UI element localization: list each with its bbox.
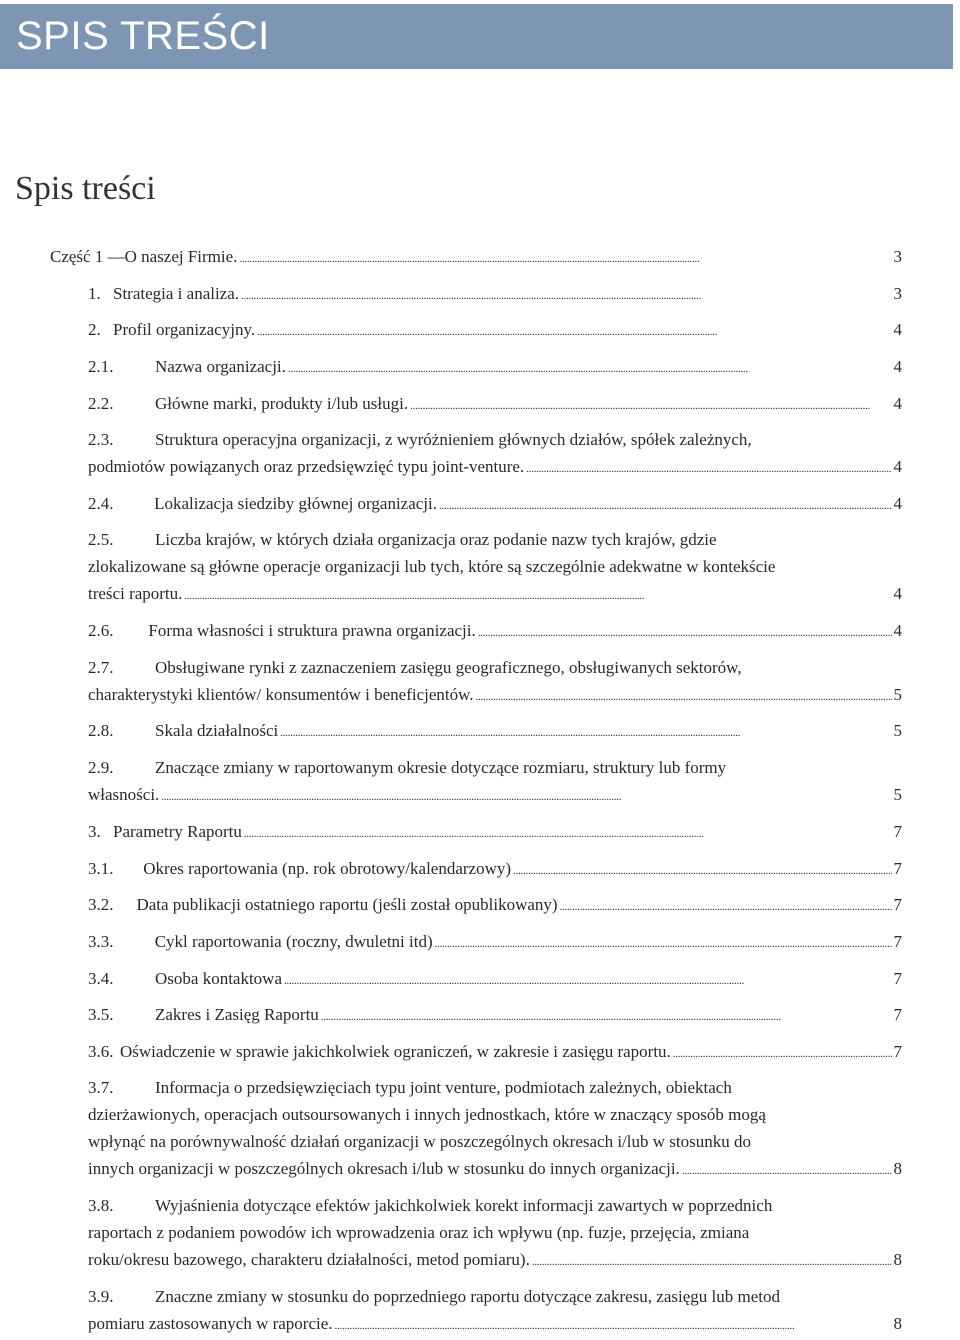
toc-number: 2.5. — [88, 530, 114, 549]
toc-entry[interactable] — [88, 1074, 902, 1185]
toc-page-number: 4 — [893, 457, 902, 476]
banner-title: SPIS TREŚCI — [16, 14, 270, 58]
toc-page-number: 4 — [893, 584, 902, 603]
toc-page-number: 7 — [893, 895, 902, 914]
dot-leader — [241, 280, 891, 310]
toc-page-number: 3 — [893, 247, 902, 266]
dot-leader — [513, 855, 891, 885]
dot-leader — [673, 1038, 892, 1068]
dot-leader — [526, 453, 891, 483]
toc-title-text: podmiotów powiązanych oraz przedsięwzięć typu joint-venture. — [88, 457, 525, 476]
toc-entry[interactable] — [88, 654, 902, 711]
toc-last-line — [88, 280, 902, 310]
toc-number: 3.1. — [88, 859, 114, 878]
toc-last-line — [88, 353, 902, 383]
toc-title-line — [88, 526, 902, 553]
toc-title-line — [88, 654, 902, 681]
toc-entry[interactable] — [88, 490, 902, 520]
toc-entry[interactable] — [88, 717, 902, 747]
toc-entry[interactable] — [88, 426, 902, 483]
toc-entry[interactable] — [88, 965, 902, 995]
toc-title-text: Znaczące zmiany w raportowanym okresie dotyczące rozmiaru, struktury lub formy — [155, 758, 727, 777]
toc-number: 2.2. — [88, 394, 114, 413]
toc-title-text: Wyjaśnienia dotyczące efektów jakichkolwiek korekt informacji zawartych w poprzednich — [155, 1196, 773, 1215]
toc-last-line — [88, 965, 902, 995]
toc-number: 2.9. — [88, 758, 114, 777]
toc-page-number: 7 — [893, 969, 902, 988]
toc-page-number: 7 — [893, 859, 902, 878]
toc-title-text: Nazwa organizacji. — [155, 357, 286, 376]
toc-title-text: Główne marki, produkty i/lub usługi. — [155, 394, 409, 413]
toc-page-number: 5 — [893, 721, 902, 740]
toc-entry[interactable] — [88, 1192, 902, 1276]
dot-leader — [435, 928, 892, 958]
toc-title-text: Okres raportowania (np. rok obrotowy/kalendarzowy) — [143, 859, 512, 878]
toc-page-number: 5 — [893, 685, 902, 704]
toc-last-line — [50, 243, 902, 273]
toc-page-number: 7 — [893, 1005, 902, 1024]
toc-number: 1. — [88, 284, 101, 303]
toc-last-line — [88, 453, 902, 483]
toc-title-text: Cykl raportowania (roczny, dwuletni itd) — [154, 932, 433, 951]
toc-title-text: pomiaru zastosowanych w raporcie. — [88, 1314, 333, 1333]
toc-entry[interactable] — [88, 855, 902, 885]
toc-page-number: 4 — [893, 320, 902, 339]
dot-leader — [280, 717, 891, 747]
toc-entry[interactable] — [88, 818, 902, 848]
toc-title-text: Zakres i Zasięg Raportu — [155, 1005, 319, 1024]
toc-title-text: Data publikacji ostatniego raportu (jeśli został opublikowany) — [136, 895, 558, 914]
toc-number: 2.3. — [88, 430, 114, 449]
toc-last-line — [88, 316, 902, 346]
toc-number: 3.7. — [88, 1078, 114, 1097]
toc-entry[interactable] — [88, 928, 902, 958]
toc-page-number: 7 — [893, 932, 902, 951]
toc-title-line — [88, 553, 902, 580]
dot-leader — [284, 965, 891, 995]
toc-last-line — [88, 490, 902, 520]
toc-last-line — [88, 1038, 902, 1068]
dot-leader — [476, 681, 892, 711]
dot-leader — [161, 781, 891, 811]
toc-title-text: charakterystyki klientów/ konsumentów i beneficjentów. — [88, 685, 474, 704]
toc-title-line — [88, 754, 902, 781]
toc-title-text: Skala działalności — [155, 721, 279, 740]
dot-leader — [560, 891, 892, 921]
toc-last-line — [88, 617, 902, 647]
toc-title-line — [88, 1219, 902, 1246]
toc-last-line — [88, 717, 902, 747]
toc-last-line — [88, 781, 902, 811]
toc-title-text: Lokalizacja siedziby głównej organizacji. — [154, 494, 438, 513]
dot-leader — [321, 1001, 892, 1031]
toc-number: 3.8. — [88, 1196, 114, 1215]
toc-number: 2. — [88, 320, 101, 339]
toc-last-line — [88, 855, 902, 885]
toc-number: 3. — [88, 822, 101, 841]
toc-title-text: Informacja o przedsięwzięciach typu joint venture, podmiotach zależnych, obiektach — [155, 1078, 732, 1097]
toc-page-number: 7 — [893, 1042, 902, 1061]
toc-last-line — [88, 580, 902, 610]
toc-last-line — [88, 681, 902, 711]
toc-number: 3.2. — [88, 895, 114, 914]
toc-entry[interactable] — [50, 243, 902, 273]
toc-number: 2.8. — [88, 721, 114, 740]
toc-title-text: Struktura operacyjna organizacji, z wyróżnieniem głównych działów, spółek zależnych, — [155, 430, 752, 449]
page-heading: Spis treści — [15, 170, 156, 207]
toc-title-text: treści raportu. — [88, 584, 183, 603]
toc-number: 3.9. — [88, 1287, 114, 1306]
toc-title-text: raportach z podaniem powodów ich wprowadzenia oraz ich wpływu (np. fuzje, przejęcia, zmiana — [88, 1223, 750, 1242]
toc-title-text: Profil organizacyjny. — [113, 320, 256, 339]
toc-entry[interactable] — [88, 353, 902, 383]
toc-number: Część 1 — — [50, 247, 125, 266]
toc-title-text: zlokalizowane są główne operacje organizacji lub tych, które są szczególnie adekwatne w kontekście — [88, 557, 776, 576]
dot-leader — [239, 243, 891, 273]
dot-leader — [288, 353, 892, 383]
dot-leader — [410, 390, 891, 420]
toc-entry[interactable] — [88, 316, 902, 346]
toc-last-line — [88, 818, 902, 848]
toc-last-line — [88, 928, 902, 958]
dot-leader — [439, 490, 891, 520]
toc-number: 2.1. — [88, 357, 114, 376]
toc-title-text: dzierżawionych, operacjach outsoursowanych i innych jednostkach, które w znaczący sposób mogą — [88, 1105, 766, 1124]
toc-title-text: Parametry Raportu — [113, 822, 242, 841]
title-banner — [0, 4, 953, 69]
toc-title-line — [88, 1192, 902, 1219]
toc-title-text: Znaczne zmiany w stosunku do poprzedniego raportu dotyczące zakresu, zasięgu lub metod — [155, 1287, 780, 1306]
toc-page-number: 8 — [893, 1250, 902, 1269]
dot-leader — [682, 1155, 892, 1185]
toc-title-line — [88, 1074, 902, 1101]
dot-leader — [244, 818, 892, 848]
toc-last-line — [88, 1001, 902, 1031]
toc-title-text: Osoba kontaktowa — [155, 969, 283, 988]
toc-entry[interactable] — [88, 526, 902, 610]
toc-entry[interactable] — [88, 754, 902, 811]
toc-entry[interactable] — [88, 1283, 902, 1340]
toc-last-line — [88, 891, 902, 921]
toc-number: 2.7. — [88, 658, 114, 677]
toc-page-number: 8 — [893, 1159, 902, 1178]
toc-number: 3.6. — [88, 1042, 114, 1061]
toc-title-text: Forma własności i struktura prawna organizacji. — [148, 621, 476, 640]
dot-leader — [532, 1246, 892, 1276]
toc-page-number: 4 — [893, 394, 902, 413]
toc-title-text: Liczba krajów, w których działa organizacja oraz podanie nazw tych krajów, gdzie — [155, 530, 717, 549]
toc-entry[interactable] — [88, 280, 902, 310]
toc-title-text: innych organizacji w poszczególnych okresach i/lub w stosunku do innych organizacji. — [88, 1159, 680, 1178]
toc-title-text: Obsługiwane rynki z zaznaczeniem zasięgu geograficznego, obsługiwanych sektorów, — [155, 658, 742, 677]
toc-title-line — [88, 1128, 902, 1155]
toc-last-line — [88, 1155, 902, 1185]
toc-title-text: roku/okresu bazowego, charakteru działalności, metod pomiaru). — [88, 1250, 530, 1269]
toc-page-number: 8 — [893, 1314, 902, 1333]
toc-title-text: O naszej Firmie. — [124, 247, 238, 266]
toc-page-number: 4 — [893, 494, 902, 513]
toc-entry[interactable] — [88, 617, 902, 647]
toc-title-text: Oświadczenie w sprawie jakichkolwiek ograniczeń, w zakresie i zasięgu raportu. — [119, 1042, 671, 1061]
toc-page-number: 4 — [893, 357, 902, 376]
toc-entry[interactable] — [88, 390, 902, 420]
toc-last-line — [88, 390, 902, 420]
toc-number: 2.6. — [88, 621, 114, 640]
toc-entry[interactable] — [88, 1038, 902, 1068]
toc-entry[interactable] — [88, 1001, 902, 1031]
toc-title-line — [88, 1101, 902, 1128]
toc-page-number: 7 — [893, 822, 902, 841]
toc-title-text: wpłynąć na porównywalność działań organizacji w poszczególnych okresach i/lub w stosunku do — [88, 1132, 751, 1151]
toc-page-number: 4 — [893, 621, 902, 640]
toc-number: 3.3. — [88, 932, 114, 951]
toc-title-text: własności. — [88, 785, 160, 804]
dot-leader — [184, 580, 891, 610]
toc-number: 3.5. — [88, 1005, 114, 1024]
toc-number: 3.4. — [88, 969, 114, 988]
toc-title-text: Strategia i analiza. — [113, 284, 240, 303]
dot-leader — [257, 316, 891, 346]
toc-page-number: 3 — [893, 284, 902, 303]
toc-number: 2.4. — [88, 494, 114, 513]
toc-entry[interactable] — [88, 891, 902, 921]
toc-page-number: 5 — [893, 785, 902, 804]
toc-last-line — [88, 1246, 902, 1276]
toc-title-line — [88, 426, 902, 453]
dot-leader — [478, 617, 892, 647]
toc-title-line — [88, 1283, 902, 1310]
